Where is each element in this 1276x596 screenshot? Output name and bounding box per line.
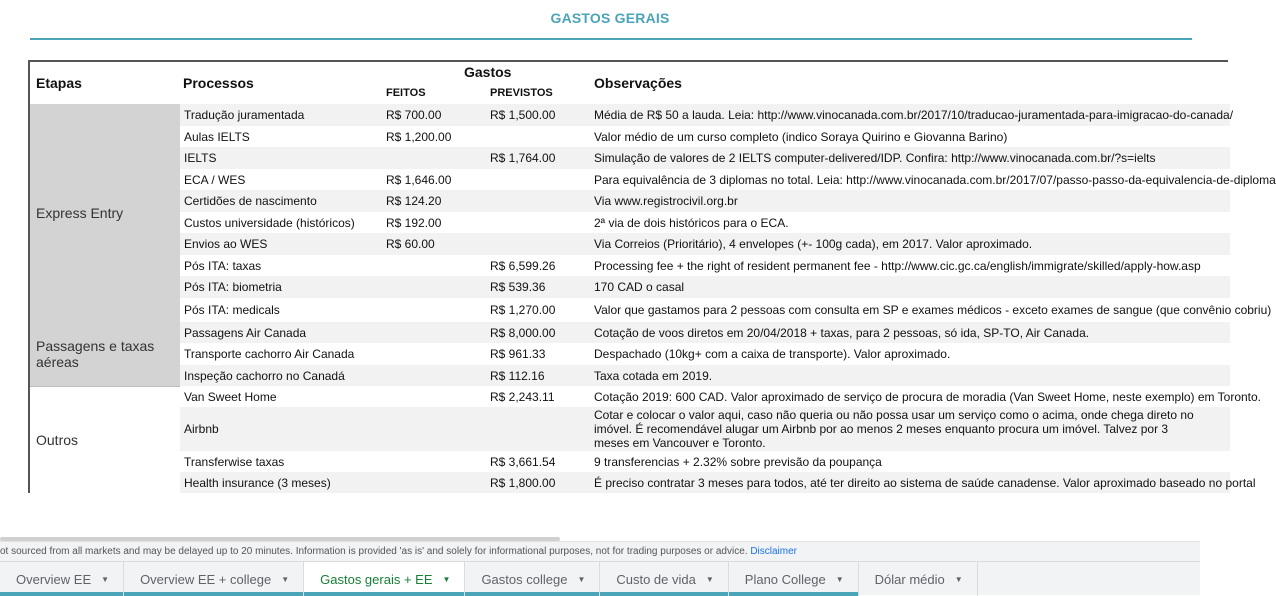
tab-color-indicator bbox=[0, 592, 123, 596]
sheet-tab-label: Overview EE bbox=[16, 571, 92, 587]
cell-previstos[interactable]: R$ 1,764.00 bbox=[490, 151, 556, 165]
table-row[interactable] bbox=[180, 322, 1230, 343]
header-gastos[interactable]: Gastos bbox=[464, 64, 512, 80]
cell-feitos[interactable] bbox=[386, 255, 486, 276]
table-row[interactable] bbox=[180, 255, 1230, 276]
table-row[interactable] bbox=[180, 298, 1272, 322]
table-row[interactable] bbox=[180, 343, 1230, 365]
sheet-tab[interactable] bbox=[729, 562, 859, 596]
sheet-tab[interactable] bbox=[0, 562, 124, 596]
cell-observacoes[interactable]: Valor que gastamos para 2 pessoas com consulta em SP e exames médicos - exceto exames de sangue (que convênio cobriu) bbox=[594, 303, 1272, 317]
cell-feitos[interactable]: R$ 60.00 bbox=[386, 237, 435, 251]
header-previstos[interactable]: PREVISTOS bbox=[490, 87, 553, 99]
cell-previstos[interactable]: R$ 3,661.54 bbox=[490, 454, 556, 469]
cell-previstos[interactable] bbox=[490, 233, 590, 255]
cell-previstos[interactable] bbox=[490, 212, 590, 233]
sheet-tab-label: Gastos gerais + EE bbox=[320, 571, 433, 587]
cell-previstos[interactable]: R$ 112.16 bbox=[490, 368, 545, 383]
cell-processo[interactable]: Inspeção cachorro no Canadá bbox=[184, 368, 345, 383]
header-processos[interactable]: Processos bbox=[183, 75, 254, 91]
title-divider bbox=[30, 38, 1192, 40]
table-row[interactable] bbox=[180, 407, 1230, 451]
tab-color-indicator bbox=[729, 592, 858, 596]
cell-feitos[interactable]: R$ 192.00 bbox=[386, 215, 442, 230]
cell-observacoes[interactable]: Valor médio de um curso completo (indico Soraya Quirino e Giovanna Barino) bbox=[594, 129, 1008, 144]
cell-previstos[interactable]: R$ 539.36 bbox=[490, 280, 546, 294]
table-row[interactable] bbox=[180, 386, 1262, 407]
chevron-down-icon[interactable]: ▼ bbox=[954, 574, 963, 584]
chevron-down-icon[interactable]: ▼ bbox=[281, 574, 290, 584]
sheet-tab-label: Gastos college bbox=[481, 571, 568, 587]
cell-previstos[interactable]: R$ 6,599.26 bbox=[490, 258, 556, 273]
table-row[interactable] bbox=[180, 472, 1256, 493]
tab-color-indicator bbox=[124, 592, 303, 596]
category-express-entry[interactable] bbox=[30, 104, 180, 322]
sheet-tab-label: Plano College bbox=[744, 571, 826, 587]
cell-processo[interactable]: Pós ITA: biometria bbox=[184, 280, 282, 294]
table-row[interactable] bbox=[180, 169, 1276, 190]
cell-processo[interactable]: Health insurance (3 meses) bbox=[184, 475, 331, 490]
cell-previstos[interactable] bbox=[490, 190, 590, 212]
cell-processo[interactable]: Transporte cachorro Air Canada bbox=[184, 347, 355, 361]
cell-processo[interactable]: Tradução juramentada bbox=[184, 108, 305, 122]
table-row[interactable] bbox=[180, 276, 1230, 298]
table-row[interactable] bbox=[180, 104, 1234, 126]
cell-previstos[interactable] bbox=[490, 126, 590, 147]
cell-feitos[interactable] bbox=[386, 298, 486, 322]
cell-processo[interactable]: Pós ITA: taxas bbox=[184, 258, 262, 273]
tab-color-indicator bbox=[465, 592, 599, 596]
cell-previstos[interactable] bbox=[490, 407, 590, 451]
cell-processo[interactable]: Custos universidade (históricos) bbox=[184, 215, 355, 230]
table-row[interactable] bbox=[180, 451, 1230, 472]
cell-feitos[interactable]: R$ 1,646.00 bbox=[386, 172, 452, 187]
category-outros[interactable] bbox=[30, 386, 180, 493]
cell-feitos[interactable] bbox=[386, 472, 486, 493]
table-row[interactable] bbox=[180, 126, 1230, 147]
header-etapas[interactable]: Etapas bbox=[36, 75, 82, 91]
sheet-tab[interactable] bbox=[465, 562, 600, 596]
cell-observacoes[interactable]: Despachado (10kg+ com a caixa de transporte). Valor aproximado. bbox=[594, 347, 951, 361]
cell-feitos[interactable] bbox=[386, 343, 486, 365]
cell-observacoes[interactable]: Via Correios (Prioritário), 4 envelopes (+- 100g cada), em 2017. Valor aproximado. bbox=[594, 237, 1033, 251]
cell-feitos[interactable] bbox=[386, 322, 486, 343]
cell-observacoes[interactable]: Para equivalência de 3 diplomas no total. Leia: http://www.vinocanada.com.br/2017/07/passo-passo-da-equivalencia-de-diploma bbox=[594, 172, 1276, 187]
page-title: GASTOS GERAIS bbox=[550, 10, 670, 26]
sheet-tab-label: Custo de vida bbox=[616, 571, 696, 587]
table-row[interactable] bbox=[180, 365, 1230, 386]
cell-processo[interactable]: Aulas IELTS bbox=[184, 129, 250, 144]
cell-feitos[interactable] bbox=[386, 147, 486, 169]
sheet-tab-label: Dólar médio bbox=[874, 571, 945, 587]
sheet-tab[interactable] bbox=[304, 562, 465, 596]
header-observacoes[interactable]: Observações bbox=[594, 75, 682, 91]
cell-processo[interactable]: Van Sweet Home bbox=[184, 389, 277, 404]
category-label: Passagens e taxas aéreas bbox=[36, 337, 155, 370]
cell-observacoes[interactable]: É preciso contratar 3 meses para todos, até ter direito ao sistema de saúde canadense. Valor aproximado baseado no portal bbox=[594, 475, 1256, 490]
disclaimer-message: ot sourced from all markets and may be delayed up to 20 minutes. Information is provided 'as is' and solely for informational purposes, not for trading purposes or advice. bbox=[0, 546, 748, 557]
cell-observacoes[interactable]: Processing fee + the right of resident permanent fee - http://www.cic.gc.ca/english/immigrate/skilled/apply-how.asp bbox=[594, 258, 1201, 273]
cell-processo[interactable]: ECA / WES bbox=[184, 172, 246, 187]
category-label: Outros bbox=[36, 431, 79, 448]
disclaimer-bar bbox=[0, 541, 1200, 561]
cell-observacoes[interactable]: Média de R$ 50 a lauda. Leia: http://www.vinocanada.com.br/2017/10/traducao-juramentada-para-imigracao-do-canada/ bbox=[594, 108, 1234, 122]
chevron-down-icon[interactable]: ▼ bbox=[442, 574, 451, 584]
cell-observacoes[interactable]: 9 transferencias + 2.32% sobre previsão da poupança bbox=[594, 454, 882, 469]
chevron-down-icon[interactable]: ▼ bbox=[101, 574, 110, 584]
cell-observacoes[interactable]: Cotação de voos diretos em 20/04/2018 + taxas, para 2 pessoas, só ida, SP-TO, Air Canada. bbox=[594, 325, 1090, 340]
sheet-tab[interactable] bbox=[859, 562, 978, 596]
table-row[interactable] bbox=[180, 190, 1230, 212]
sheet-tab[interactable] bbox=[124, 562, 304, 596]
header-feitos[interactable]: FEITOS bbox=[386, 87, 426, 99]
cell-observacoes[interactable]: Taxa cotada em 2019. bbox=[594, 368, 713, 383]
cell-processo[interactable]: IELTS bbox=[184, 151, 217, 165]
cell-processo[interactable]: Passagens Air Canada bbox=[184, 325, 307, 340]
cell-feitos[interactable]: R$ 124.20 bbox=[386, 194, 442, 208]
cell-feitos[interactable]: R$ 700.00 bbox=[386, 108, 442, 122]
table-row[interactable] bbox=[180, 233, 1230, 255]
cell-feitos[interactable] bbox=[386, 407, 486, 451]
cell-observacoes[interactable]: Simulação de valores de 2 IELTS computer-delivered/IDP. Confira: http://www.vinocanada.com.br/?s=ielts bbox=[594, 151, 1156, 165]
cell-previstos[interactable] bbox=[490, 169, 590, 190]
cell-processo[interactable]: Airbnb bbox=[184, 422, 219, 436]
cell-feitos[interactable] bbox=[386, 386, 486, 407]
disclaimer-link[interactable]: Disclaimer bbox=[750, 546, 797, 557]
sheet-tabs bbox=[0, 561, 1200, 595]
disclaimer-text bbox=[0, 546, 797, 557]
cell-observacoes[interactable]: Via www.registrocivil.org.br bbox=[594, 194, 738, 208]
cell-previstos[interactable]: R$ 1,800.00 bbox=[490, 475, 556, 490]
cell-observacoes[interactable]: 170 CAD o casal bbox=[594, 280, 685, 294]
cell-feitos[interactable] bbox=[386, 276, 486, 298]
cell-previstos[interactable]: R$ 1,270.00 bbox=[490, 303, 556, 317]
category-label: Express Entry bbox=[36, 204, 124, 221]
cell-feitos[interactable]: R$ 1,200.00 bbox=[386, 129, 452, 144]
table-row[interactable] bbox=[180, 212, 1230, 233]
cell-processo[interactable]: Pós ITA: medicals bbox=[184, 303, 280, 317]
cell-processo[interactable]: Transferwise taxas bbox=[184, 454, 285, 469]
cell-observacoes[interactable]: Cotar e colocar o valor aqui, caso não queria ou não possa usar um serviço como o acima, onde chega direto no imóvel. É recomendável alugar um Airbnb por ao menos 2 meses enquanto procura um imóvel. Talvez por 3 meses em Vancouver e Toronto. bbox=[594, 408, 1194, 450]
cell-feitos[interactable] bbox=[386, 365, 486, 386]
cell-previstos[interactable]: R$ 2,243.11 bbox=[490, 389, 555, 404]
chevron-down-icon[interactable]: ▼ bbox=[835, 574, 844, 584]
cell-observacoes[interactable]: Cotação 2019: 600 CAD. Valor aproximado de serviço de procura de moradia (Van Sweet Home, neste exemplo) em Toronto. bbox=[594, 389, 1262, 404]
cell-processo[interactable]: Envios ao WES bbox=[184, 237, 268, 251]
expenses-table bbox=[28, 60, 1276, 493]
chevron-down-icon[interactable]: ▼ bbox=[577, 574, 586, 584]
cell-previstos[interactable]: R$ 961.33 bbox=[490, 347, 546, 361]
cell-observacoes[interactable]: 2ª via de dois históricos para o ECA. bbox=[594, 215, 789, 230]
cell-feitos[interactable] bbox=[386, 451, 486, 472]
sheet-tab[interactable] bbox=[600, 562, 728, 596]
table-row[interactable] bbox=[180, 147, 1230, 169]
chevron-down-icon[interactable]: ▼ bbox=[705, 574, 714, 584]
sheet-tab-label: Overview EE + college bbox=[140, 571, 272, 587]
cell-previstos[interactable]: R$ 1,500.00 bbox=[490, 108, 556, 122]
category-passagens[interactable] bbox=[30, 322, 180, 386]
cell-processo[interactable]: Certidões de nascimento bbox=[184, 194, 317, 208]
tab-color-indicator bbox=[304, 592, 464, 596]
tab-color-indicator bbox=[600, 592, 727, 596]
cell-previstos[interactable]: R$ 8,000.00 bbox=[490, 325, 556, 340]
